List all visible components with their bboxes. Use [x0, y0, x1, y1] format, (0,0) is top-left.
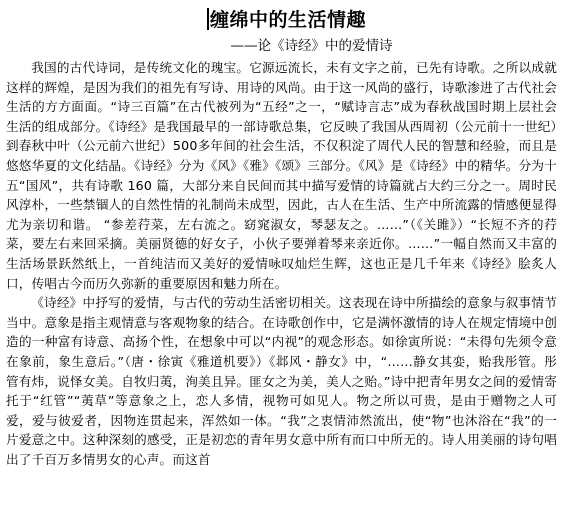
article-title: 缠绵中的生活情趣 — [209, 9, 366, 31]
text-cursor[interactable] — [207, 8, 209, 30]
article-subtitle: ——论《诗经》中的爱情诗 — [230, 38, 393, 54]
paragraph-2: 《诗经》中抒写的爱情，与古代的劳动生活密切相关。这表现在诗中所描绘的意象与叙事情节当中。意象是指主观情意与客观物象的结合。在诗歌创作中，它是满怀激情的诗人在规定情境中创造的一种富有诗意、高扬个性，在想象中可以“内视”的观念形态。如徐寅所说：“未得句先须令意在象前，象生意后。”（唐・徐寅《雅道机要》）《邶风・静女》中，“……静女其娈，贻我彤管。彤管有炜，说怿女美。自牧归荑，洵美且异。匪女之为美，美人之贻。”诗中把青年男女之间的爱情寄托于“红管”“荑草”等意象之上，恋人多情，视物可如见人。物之所以可贵，是由于赠物之人可爱，爱与彼爱者，因物连贯起来，浑然如一体。“我”之衷情沛然流出，使“物”也沐浴在“我”的一片爱意之中。这种深刻的感受，正是初恋的青年男女意中所有而口中所无的。诗人用美丽的诗句唱出了千百万多情男女的心声。而这首 — [6, 295, 557, 467]
title-line — [16, 6, 557, 34]
paragraph-1: 我国的古代诗词，是传统文化的瑰宝。它源远流长，未有文字之前，已先有诗歌。之所以成就这样的辉煌，是因为我们的祖先有写诗、用诗的风尚。由于这一风尚的盛行，诗歌渗进了古代社会生活的方方面面。“诗三百篇”在古代被列为“五经”之一，“赋诗言志”成为春秋战国时期上层社会生活的组成部分。《诗经》是我国最早的一部诗歌总集，它反映了我国从西周初（公元前十一世纪）到春秋中叶（公元前六世纪）500多年间的社会生活，不仅积淀了周代人民的智慧和经验，而且是悠悠华夏的文化结晶。《诗经》分为《风》《雅》《颂》三部分。《风》是《诗经》中的精华。分为十五“国风”，共有诗歌 160 篇，大部分来自民间而其中描写爱情的诗篇就占大约三分之一。周时民风淳朴，一些禁锢人的自然性情的礼制尚未成型，因此，古人在生活、生产中所流露的情感便显得尤为亲切和谐。 “参差荇菜，左右流之。窈窕淑女，琴瑟友之。……”（《关雎》）“长短不齐的荇菜，要左右来回采摘。美丽贤德的好女子，小伙子要弹着琴来亲近你。……”一幅自然而又丰富的生活场景跃然纸上，一首纯洁而又美好的爱情咏叹灿烂生辉，这也正是几千年来《诗经》脍炙人口，传唱古今而历久弥新的重要原因和魅力所在。 — [6, 60, 557, 291]
